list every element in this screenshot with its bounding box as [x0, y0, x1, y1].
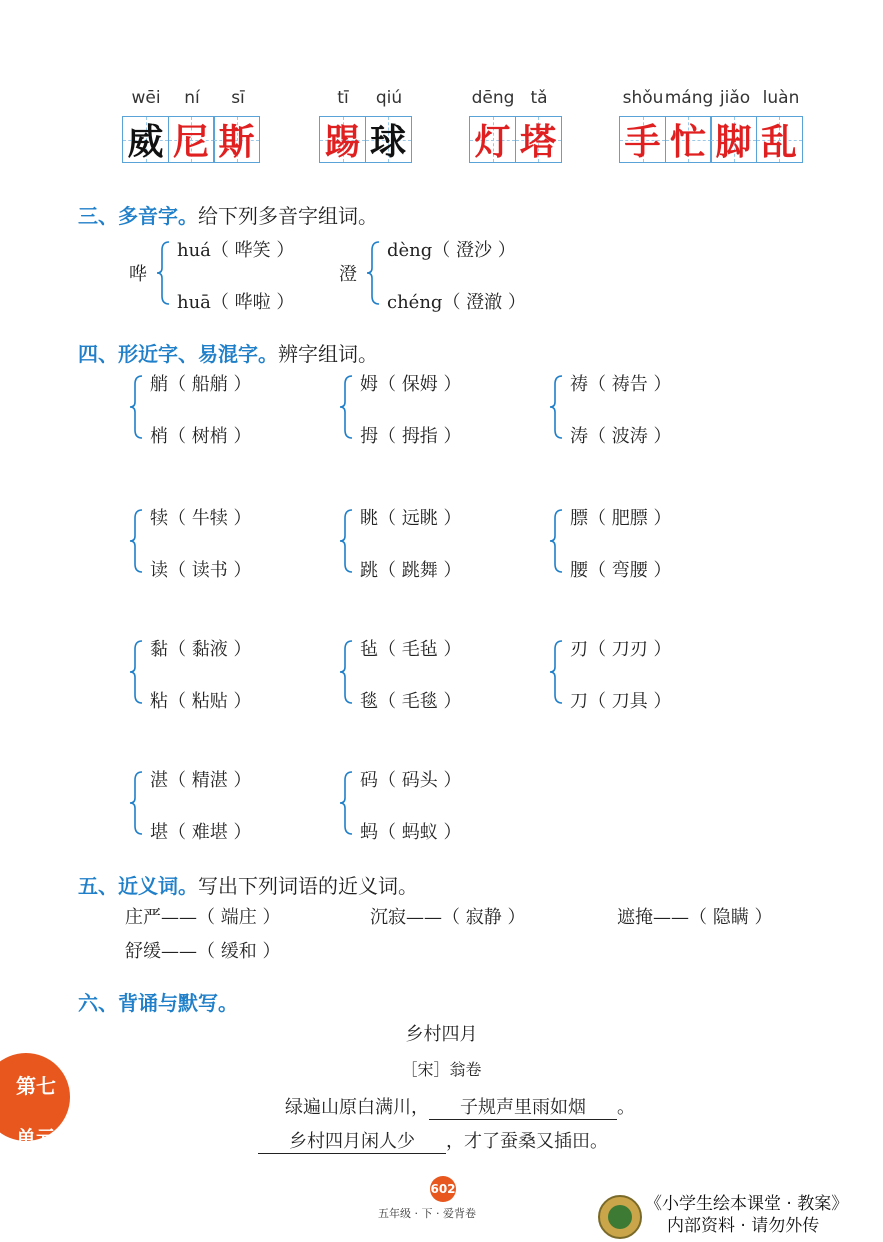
pinyin-syllable: luàn [762, 88, 800, 108]
brace-icon [128, 768, 144, 838]
section-4-heading: 四、形近字、易混字。辨字组词。 [78, 342, 378, 366]
pinyin-syllable: máng [664, 88, 714, 108]
similar-char-word: 毯（ 毛毯 ） [360, 691, 462, 712]
similar-char-word: 码（ 码头 ） [360, 770, 462, 791]
similar-char-group [338, 372, 538, 452]
pinyin-syllable: ní [184, 88, 200, 108]
pinyin-syllable: jiǎo [719, 88, 751, 108]
pinyin-syllable: sī [231, 88, 245, 108]
char-box: 斯 [213, 116, 260, 163]
similar-char-group [338, 637, 538, 717]
similar-char-group [548, 637, 748, 717]
brace-icon [338, 637, 354, 707]
page-number: 602 [430, 1176, 456, 1202]
similar-char-word: 堪（ 难堪 ） [150, 822, 252, 843]
brace-icon [128, 506, 144, 576]
similar-char-group [548, 372, 748, 452]
similar-char-word: 腰（ 弯腰 ） [570, 560, 672, 581]
char-box: 踢 [319, 116, 366, 163]
char-box: 威 [122, 116, 169, 163]
synonym-item: 遮掩——（ 隐瞒 ） [617, 907, 773, 928]
pinyin-syllable: tī [337, 88, 349, 108]
similar-char-word: 刃（ 刀刃 ） [570, 639, 672, 660]
polyphone-group [129, 238, 355, 318]
poem-line-2: 乡村四月闲人少 ，才了蚕桑又插田。 [258, 1127, 608, 1154]
unit-badge: 第七 单元 [0, 1053, 70, 1141]
char-box: 乱 [756, 116, 803, 163]
brace-icon [338, 768, 354, 838]
synonym-item: 庄严——（ 端庄 ） [125, 907, 281, 928]
char-box: 脚 [710, 116, 757, 163]
char-box: 灯 [469, 116, 516, 163]
pinyin-syllable: dēng [471, 88, 515, 108]
poem-author: ［宋］翁卷 [401, 1060, 482, 1079]
similar-char-group [548, 506, 748, 586]
brace-icon [548, 372, 564, 442]
brace-icon [338, 506, 354, 576]
brace-icon [155, 238, 171, 308]
pinyin-syllable: tǎ [530, 88, 548, 108]
polyphone-word: huā（ 哗啦 ） [177, 292, 295, 313]
polyphone-group [339, 238, 565, 318]
polyphone-word: chéng（ 澄澈 ） [387, 292, 526, 313]
similar-char-group [128, 768, 328, 848]
similar-char-word: 膘（ 肥膘 ） [570, 508, 672, 529]
similar-char-group [128, 372, 328, 452]
similar-char-word: 拇（ 拇指 ） [360, 426, 462, 447]
char-box: 球 [365, 116, 412, 163]
similar-char-word: 湛（ 精湛 ） [150, 770, 252, 791]
similar-char-group [338, 768, 538, 848]
polyphone-char: 哗 [129, 264, 147, 285]
section-5-heading: 五、近义词。写出下列词语的近义词。 [78, 874, 418, 898]
similar-char-group [128, 506, 328, 586]
polyphone-word: huá（ 哗笑 ） [177, 240, 295, 261]
pinyin-syllable: wēi [131, 88, 161, 108]
polyphone-char: 澄 [339, 264, 357, 285]
pinyin-syllable: shǒu [622, 88, 664, 108]
brace-icon [548, 637, 564, 707]
pinyin-syllable: qiú [375, 88, 403, 108]
similar-char-word: 黏（ 黏液 ） [150, 639, 252, 660]
brand-text: 《小学生绘本课堂 · 教案》 内部资料 · 请勿外传 [645, 1194, 849, 1236]
section-3-heading: 三、多音字。给下列多音字组词。 [78, 204, 378, 228]
answer-fill: 子规声里雨如烟 [429, 1093, 617, 1120]
char-box: 手 [619, 116, 666, 163]
polyphone-word: dèng（ 澄沙 ） [387, 240, 516, 261]
synonym-item: 沉寂——（ 寂静 ） [370, 907, 526, 928]
brace-icon [128, 372, 144, 442]
similar-char-word: 姆（ 保姆 ） [360, 374, 462, 395]
similar-char-word: 梢（ 树梢 ） [150, 426, 252, 447]
char-box: 尼 [168, 116, 215, 163]
brace-icon [548, 506, 564, 576]
similar-char-word: 眺（ 远眺 ） [360, 508, 462, 529]
similar-char-word: 毡（ 毛毡 ） [360, 639, 462, 660]
similar-char-word: 蚂（ 蚂蚁 ） [360, 822, 462, 843]
section-6-heading: 六、背诵与默写。 [78, 991, 238, 1015]
similar-char-group [128, 637, 328, 717]
logo-icon [598, 1195, 642, 1239]
answer-fill: 乡村四月闲人少 [258, 1127, 446, 1154]
similar-char-word: 粘（ 粘贴 ） [150, 691, 252, 712]
brace-icon [128, 637, 144, 707]
poem-line-1: 绿遍山原白满川， 子规声里雨如烟 。 [285, 1093, 635, 1120]
similar-char-word: 刀（ 刀具 ） [570, 691, 672, 712]
similar-char-word: 艄（ 船艄 ） [150, 374, 252, 395]
similar-char-word: 跳（ 跳舞 ） [360, 560, 462, 581]
grade-text: 五年级 · 下 · 爱背卷 [378, 1207, 476, 1220]
synonym-item: 舒缓——（ 缓和 ） [125, 941, 281, 962]
similar-char-word: 犊（ 牛犊 ） [150, 508, 252, 529]
brace-icon [338, 372, 354, 442]
poem-title: 乡村四月 [405, 1024, 478, 1045]
char-box: 塔 [515, 116, 562, 163]
brace-icon [365, 238, 381, 308]
similar-char-group [338, 506, 538, 586]
similar-char-word: 涛（ 波涛 ） [570, 426, 672, 447]
similar-char-word: 读（ 读书 ） [150, 560, 252, 581]
char-box: 忙 [665, 116, 712, 163]
similar-char-word: 祷（ 祷告 ） [570, 374, 672, 395]
